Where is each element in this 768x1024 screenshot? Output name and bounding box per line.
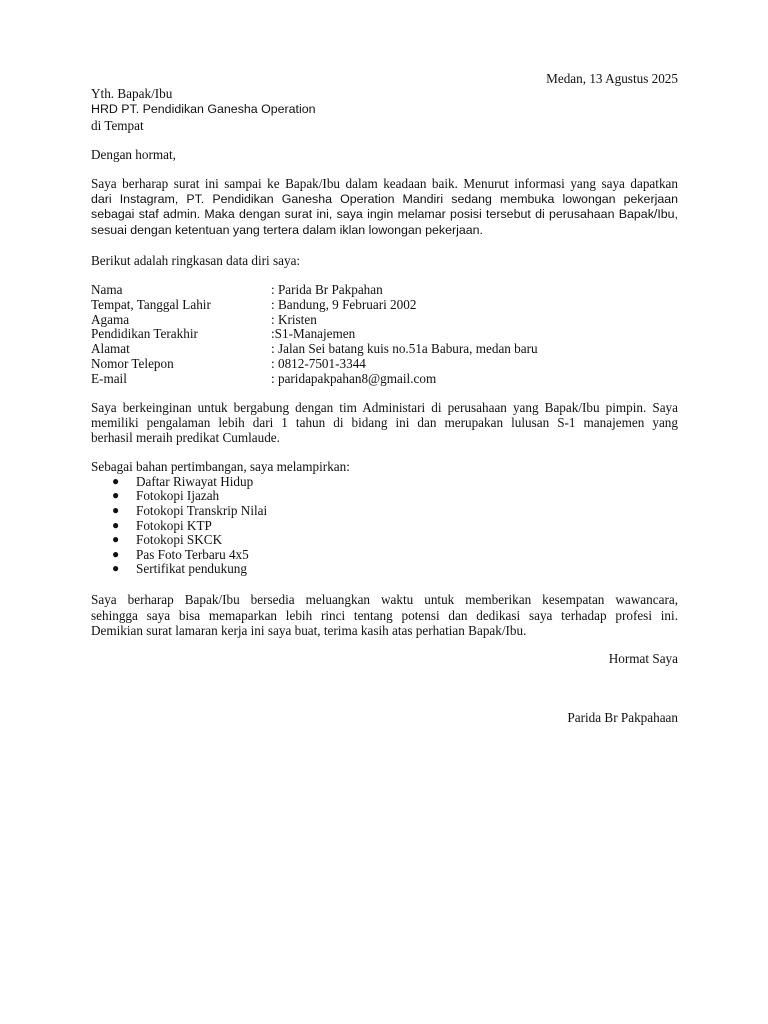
bullet-icon: ● <box>112 502 120 517</box>
list-item: ● Fotokopi KTP <box>91 518 678 533</box>
data-row-education: Pendidikan Terakhir : S1-Manajemen <box>91 326 356 342</box>
recipient-block <box>91 86 678 133</box>
closing-paragraph <box>91 592 678 638</box>
list-item: ● Daftar Riwayat Hidup <box>91 474 678 489</box>
data-row-name: Nama : Parida Br Pakpahan <box>91 282 383 297</box>
closing: Hormat Saya <box>608 651 678 666</box>
list-item: ● Fotokopi Ijazah <box>91 489 678 504</box>
data-label: Alamat <box>91 341 130 357</box>
data-label: Pendidikan Terakhir <box>91 326 198 342</box>
data-value: Parida Br Pakpahan <box>277 282 383 297</box>
recipient-line-1: Yth. Bapak/Ibu <box>91 86 173 101</box>
bullet-icon: ● <box>112 488 120 503</box>
opening-paragraph <box>91 176 678 238</box>
attachments-list <box>91 474 678 576</box>
data-label: Nama <box>91 282 123 297</box>
paragraph1-line-3: sebagai staf admin. Maka dengan surat ini, saya ingin melamar posisi tersebut di perusahaan Bapak/Ibu, <box>91 207 678 221</box>
list-item: ● Pas Foto Terbaru 4x5 <box>91 547 678 562</box>
data-value: Kristen <box>277 311 317 327</box>
data-label: Agama <box>91 311 130 327</box>
list-item: ● Fotokopi SKCK <box>91 532 678 547</box>
bullet-icon: ● <box>112 473 120 488</box>
bullet-icon: ● <box>112 546 120 561</box>
paragraph1-line-2: dari Instagram, PT. Pendidikan Ganesha Operation Mandiri sedang membuka lowongan pekerjaan <box>91 191 678 206</box>
data-value: Bandung, 9 Februari 2002 <box>277 296 417 312</box>
paragraph3-line-3: Demikian surat lamaran kerja ini saya buat, terima kasih atas perhatian Bapak/Ibu. <box>91 623 527 638</box>
data-label: Nomor Telepon <box>91 355 174 371</box>
recipient-line-2: HRD PT. Pendidikan Ganesha Operation <box>91 102 316 116</box>
recipient-line-3: di Tempat <box>91 118 144 133</box>
personal-data-list <box>91 282 678 386</box>
data-intro: Berikut adalah ringkasan data diri saya: <box>91 253 301 268</box>
motivation-paragraph <box>91 400 678 445</box>
salutation: Dengan hormat, <box>91 147 176 162</box>
list-item: ● Sertifikat pendukung <box>91 562 678 577</box>
data-value: paridapakpahan8@gmail.com <box>277 370 437 386</box>
data-row-address: Alamat : Jalan Sei batang kuis no.51a Babura, medan baru <box>91 341 538 357</box>
data-value: 0812-7501-3344 <box>277 355 366 371</box>
data-value: S1-Manajemen <box>274 326 356 342</box>
bullet-icon: ● <box>112 561 120 576</box>
data-row-religion: Agama : Kristen <box>91 311 317 327</box>
data-row-birth: Tempat, Tanggal Lahir : Bandung, 9 Februari 2002 <box>91 296 417 312</box>
bullet-icon: ● <box>112 532 120 547</box>
list-item: ● Fotokopi Transkrip Nilai <box>91 503 678 518</box>
paragraph3-line-1: Saya berharap Bapak/Ibu bersedia meluangkan waktu untuk memberikan kesempatan wawancara, <box>91 592 678 607</box>
paragraph2-line-3: berhasil meraih predikat Cumlaude. <box>91 430 280 445</box>
paragraph1-line-4: sesuai dengan ketentuan yang tertera dalam iklan lowongan pekerjaan. <box>91 222 483 237</box>
data-row-email: E-mail : paridapakpahan8@gmail.com <box>91 370 437 386</box>
place-date: Medan, 13 Agustus 2025 <box>546 71 678 86</box>
paragraph1-line-1: Saya berharap surat ini sampai ke Bapak/Ibu dalam keadaan baik. Menurut informasi yang saya dapatkan <box>91 176 678 191</box>
data-value: Jalan Sei batang kuis no.51a Babura, medan baru <box>277 341 538 357</box>
paragraph2-line-1: Saya berkeinginan untuk bergabung dengan tim Administari di perusahaan yang Bapak/Ibu pimpin. Saya <box>91 400 678 415</box>
attachments-intro: Sebagai bahan pertimbangan, saya melampirkan: <box>91 459 350 474</box>
bullet-icon: ● <box>112 517 120 532</box>
paragraph2-line-2: memiliki pengalaman lebih dari 1 tahun di bidang ini dan merupakan lulusan S-1 manajemen yang <box>91 415 678 430</box>
data-label: E-mail <box>91 370 127 386</box>
data-label: Tempat, Tanggal Lahir <box>91 296 211 312</box>
paragraph3-line-2: sehingga saya bisa memaparkan lebih rinci tentang potensi dan dedikasi saya terhadap profesi ini. <box>91 607 678 623</box>
signature-name: Parida Br Pakpahaan <box>567 710 678 725</box>
data-row-phone: Nomor Telepon : 0812-7501-3344 <box>91 355 366 371</box>
